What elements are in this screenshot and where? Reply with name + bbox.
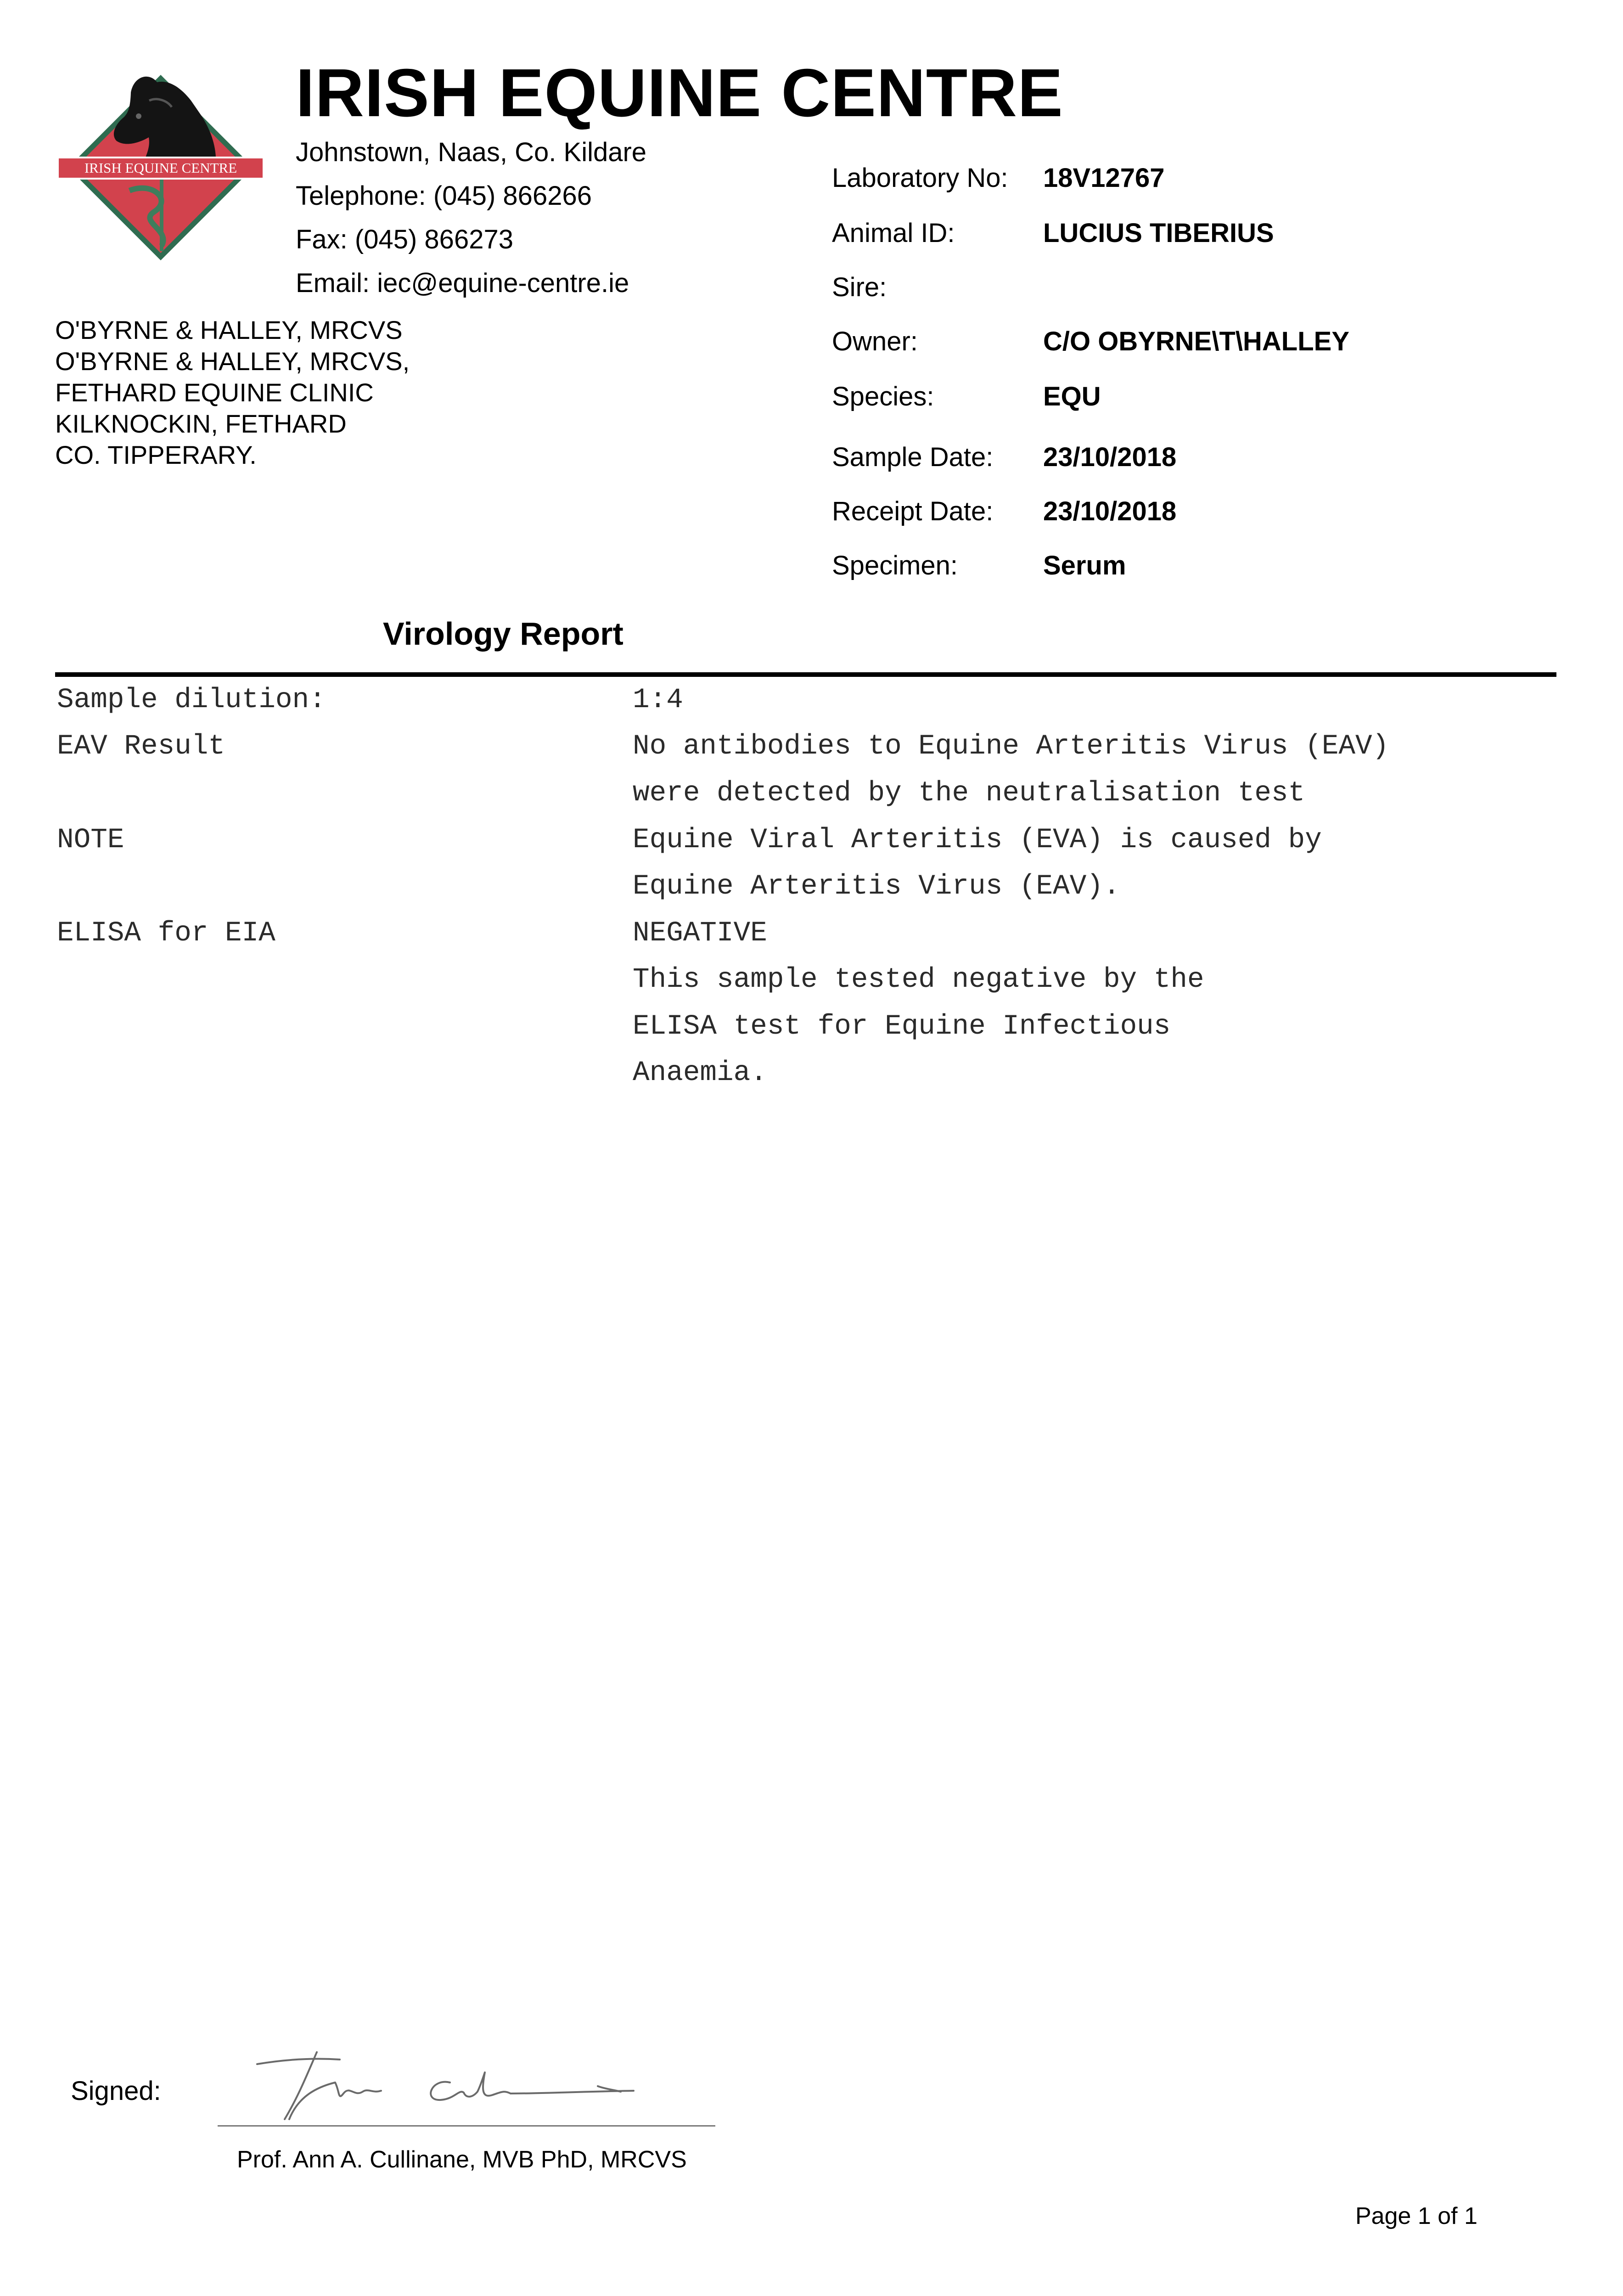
sample-date-value: 23/10/2018 [1043,442,1177,472]
client-address-line: CO. TIPPERARY. [55,440,257,469]
eav-result-line: were detected by the neutralisation test [633,777,1305,809]
lab-number-label: Laboratory No: [832,163,1008,193]
centre-name: IRISH EQUINE CENTRE [296,55,1063,131]
owner-value: C/O OBYRNE\T\HALLEY [1043,326,1350,356]
note-line: Equine Arteritis Virus (EAV). [633,871,1120,902]
elisa-eia-line: ELISA test for Equine Infectious [633,1011,1171,1042]
eav-result-label: EAV Result [57,731,225,762]
specimen-value: Serum [1043,551,1126,580]
sire-label: Sire: [832,272,887,302]
client-address-line: O'BYRNE & HALLEY, MRCVS [55,315,403,344]
centre-fax: Fax: (045) 866273 [296,225,513,254]
animal-id-label: Animal ID: [832,218,955,248]
receipt-date-value: 23/10/2018 [1043,496,1177,526]
elisa-eia-label: ELISA for EIA [57,917,275,949]
sample-dilution-label: Sample dilution: [57,684,326,716]
report-title: Virology Report [383,616,623,652]
centre-email-link[interactable]: Email: iec@equine-centre.ie [296,268,629,298]
page-number: Page 1 of 1 [1355,2203,1477,2229]
sample-dilution-value: 1:4 [633,684,683,716]
species-value: EQU [1043,382,1101,411]
animal-id-value: LUCIUS TIBERIUS [1043,218,1274,248]
handwritten-signature [248,2046,652,2126]
specimen-label: Specimen: [832,551,958,580]
receipt-date-label: Receipt Date: [832,496,994,526]
note-line: Equine Viral Arteritis (EVA) is caused by [633,824,1322,856]
report-divider [55,672,1556,677]
species-label: Species: [832,382,934,411]
sample-date-label: Sample Date: [832,442,994,472]
signature-line [218,2125,715,2127]
centre-address: Johnstown, Naas, Co. Kildare [296,137,647,167]
elisa-eia-line: This sample tested negative by the [633,964,1204,996]
owner-label: Owner: [832,326,918,356]
eav-result-line: No antibodies to Equine Arteritis Virus (EAV) [633,731,1389,762]
elisa-eia-result: NEGATIVE [633,917,767,949]
lab-number-value: 18V12767 [1043,163,1165,193]
client-address-line: O'BYRNE & HALLEY, MRCVS, [55,347,410,376]
irish-equine-centre-logo [55,62,266,278]
signatory-name: Prof. Ann A. Cullinane, MVB PhD, MRCVS [237,2146,687,2173]
signed-label: Signed: [71,2076,161,2106]
client-address-line: FETHARD EQUINE CLINIC [55,378,374,407]
logo-text: IRISH EQUINE CENTRE [84,160,237,176]
client-address-line: KILKNOCKIN, FETHARD [55,409,347,438]
centre-telephone: Telephone: (045) 866266 [296,181,592,211]
note-label: NOTE [57,824,124,856]
elisa-eia-line: Anaemia. [633,1057,767,1089]
